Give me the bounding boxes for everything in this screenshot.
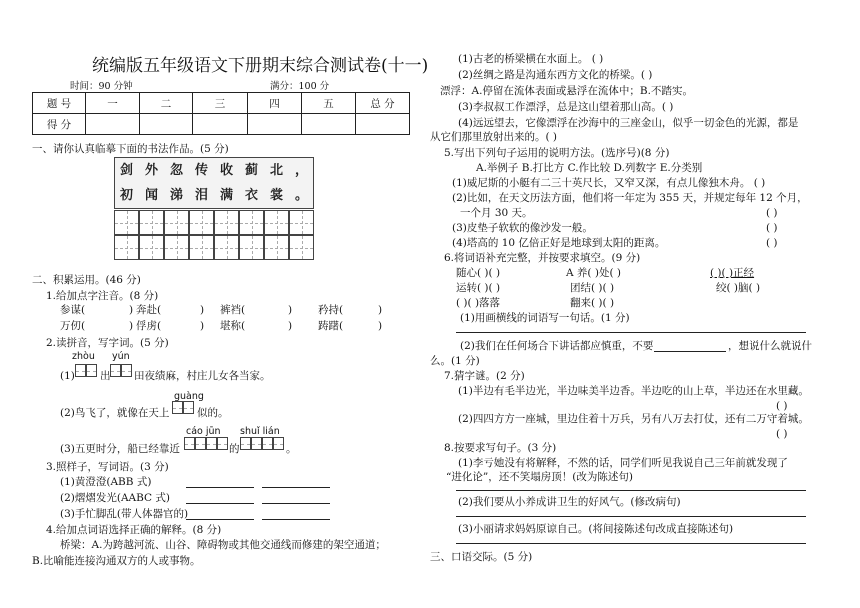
- calligraphy-character: 闻: [144, 188, 158, 203]
- score-table-cell: 五: [302, 93, 356, 114]
- pinyin-answer-slot[interactable]: ): [200, 304, 205, 316]
- calligraphy-character: 北: [269, 163, 283, 178]
- pinyin-label: yún: [112, 351, 130, 362]
- section-3-heading: 三、口语交际。(5 分): [430, 551, 533, 563]
- idiom-blank[interactable]: ( )( )落落: [456, 297, 501, 309]
- calligraphy-character: 涕: [169, 188, 183, 203]
- pinyin-word: 万仞(: [60, 320, 86, 332]
- practice-grid-cell[interactable]: [189, 235, 214, 260]
- practice-grid-cell[interactable]: [114, 235, 139, 260]
- text-line: (3)李叔叔工作漂浮，总是这山望着那山高。( ): [458, 101, 674, 113]
- text-line: (1)威尼斯的小艇有二三十英尺长，又窄又深，有点儿像独木舟。 ( ): [452, 177, 766, 189]
- sentence-text: 田夜绩麻，村庄儿女各当家。: [134, 370, 271, 382]
- riddle-text: (1)半边有毛半边光，半边味美半边香。半边吃的山上草，半边还在水里藏。: [458, 385, 809, 397]
- answer-line[interactable]: [456, 490, 806, 491]
- practice-grid-cell[interactable]: [139, 235, 164, 260]
- score-table-cell: 题 号: [33, 93, 86, 114]
- sentence-text: 出: [100, 370, 111, 382]
- calligraphy-character: 初: [119, 188, 133, 203]
- question-5-heading: 5.写出下列句子运用的说明方法。(选序号)(8 分): [444, 147, 670, 159]
- sentence-text: 。: [286, 443, 297, 455]
- question-8-heading: 8.按要求写句子。(3 分): [444, 442, 557, 454]
- char-write-box[interactable]: [206, 437, 217, 450]
- text-line: (2)丝绸之路是沟通东西方文化的桥梁。( ): [458, 69, 653, 81]
- practice-grid-cell[interactable]: [289, 210, 314, 235]
- score-input-cell[interactable]: [356, 114, 410, 135]
- pinyin-word: 堪称(: [220, 320, 246, 332]
- question-4-heading: 4.给加点词语选择正确的解释。(8 分): [46, 524, 222, 536]
- text-line: (2)比如，在天文历法方面，他们将一年定为 355 天，并规定每年 12 个月，: [452, 192, 808, 204]
- idiom-blank[interactable]: A 养( )处( ): [566, 267, 621, 279]
- practice-grid-cell[interactable]: [214, 235, 239, 260]
- question-1-heading: 1.给加点字注音。(8 分): [46, 290, 159, 302]
- score-table-cell: 二: [140, 93, 193, 114]
- answer-slot[interactable]: ( ): [776, 400, 788, 412]
- score-input-cell[interactable]: [193, 114, 248, 135]
- question-2-heading: 2.读拼音，写字词。(5 分): [46, 337, 169, 349]
- pinyin-answer-slot[interactable]: ): [288, 320, 293, 332]
- score-table-cell: 得 分: [33, 114, 86, 135]
- answer-line[interactable]: [262, 519, 330, 520]
- sentence-text: (3)五更时分，船已经靠近: [60, 443, 180, 455]
- pinyin-label: cáo jūn: [186, 426, 221, 437]
- answer-slot[interactable]: ( ): [776, 428, 788, 440]
- sentence-text: (2)鸟飞了，就像在天上: [60, 407, 170, 419]
- calligraphy-character: 泪: [194, 188, 208, 203]
- pinyin-word: 俘虏(: [136, 320, 162, 332]
- answer-line[interactable]: [456, 332, 806, 333]
- pinyin-word: 踌躇(: [318, 320, 344, 332]
- text-line: 么。(1 分): [430, 355, 480, 367]
- pinyin-word: 奔赴(: [136, 304, 162, 316]
- char-write-box[interactable]: [86, 364, 97, 377]
- answer-line[interactable]: [456, 516, 806, 517]
- options-line: A.举例子 B.打比方 C.作比较 D.列数字 E.分类别: [476, 162, 703, 174]
- word-prompt: (1)黄澄澄(ABB 式): [60, 476, 152, 488]
- idiom-blank-underlined[interactable]: ( )( )正经: [710, 267, 755, 279]
- calligraphy-character: 剑: [119, 163, 133, 178]
- char-write-box[interactable]: [262, 437, 273, 450]
- calligraphy-character: 。: [294, 188, 308, 203]
- text-line: (3)皮垫子软软的像沙发一般。: [452, 222, 593, 234]
- practice-grid-cell[interactable]: [264, 210, 289, 235]
- pinyin-answer-slot[interactable]: ): [288, 304, 293, 316]
- practice-grid-cell[interactable]: [289, 235, 314, 260]
- pinyin-label: zhòu: [72, 351, 95, 362]
- idiom-blank[interactable]: 随心( )( ): [456, 267, 501, 279]
- pinyin-word: 裤裆(: [220, 304, 246, 316]
- answer-slot[interactable]: ( ): [766, 222, 778, 234]
- calligraphy-character: 满: [219, 188, 233, 203]
- text-line: (1)李亏她没有将解释，不然的话，同学们听见我说自己三年前就发现了: [458, 457, 788, 469]
- idiom-blank[interactable]: 绞( )脑( ): [716, 282, 761, 294]
- pinyin-answer-slot[interactable]: ): [200, 320, 205, 332]
- calligraphy-character: 衣: [244, 188, 258, 203]
- text-line: 一个月 30 天。: [460, 207, 533, 219]
- char-write-box[interactable]: [217, 437, 228, 450]
- answer-slot[interactable]: ( ): [766, 237, 778, 249]
- score-input-cell[interactable]: [140, 114, 193, 135]
- answer-line[interactable]: [456, 543, 806, 544]
- sentence-text: 的: [229, 443, 240, 455]
- answer-line[interactable]: [186, 519, 254, 520]
- char-write-box[interactable]: [273, 437, 284, 450]
- text-line: “进化论”，还不笑塌房顶！(改为陈述句): [446, 471, 633, 483]
- page-title: 统编版五年级语文下册期末综合测试卷(十一): [92, 56, 429, 76]
- text-line: 从它们那里放射出来的。( ): [430, 131, 558, 143]
- char-write-box[interactable]: [184, 437, 195, 450]
- text-line: (4)塔高的 10 亿倍正好是地球到太阳的距离。: [452, 237, 666, 249]
- definition-text: B.比喻能连接沟通双方的人或事物。: [32, 555, 201, 567]
- calligraphy-character: 蓟: [244, 163, 258, 178]
- score-input-cell[interactable]: [86, 114, 140, 135]
- answer-line[interactable]: [186, 503, 254, 504]
- practice-grid-cell[interactable]: [189, 210, 214, 235]
- idiom-blank[interactable]: 运转( )( ): [456, 282, 501, 294]
- text-line: (2)我们要从小养成讲卫生的好风气。(修改病句): [458, 496, 681, 508]
- question-6-heading: 6.将词语补充完整，并按要求填空。(9 分): [444, 252, 641, 264]
- sentence-text: 似的。: [197, 407, 229, 419]
- char-write-box[interactable]: [110, 364, 121, 377]
- idiom-blank[interactable]: 翻来( )( ): [570, 297, 615, 309]
- char-write-box[interactable]: [75, 364, 86, 377]
- score-table-cell: 四: [248, 93, 302, 114]
- question-7-heading: 7.猜字谜。(2 分): [444, 370, 525, 382]
- calligraphy-character: 收: [219, 163, 233, 178]
- char-write-box[interactable]: [183, 401, 194, 414]
- score-input-cell[interactable]: [302, 114, 356, 135]
- riddle-text: (2)四四方方一座城，里边住着十万兵，另有八万去打仗，还有二万守着城。: [458, 413, 809, 425]
- char-write-box[interactable]: [172, 401, 183, 414]
- answer-line[interactable]: [186, 487, 254, 488]
- calligraphy-character: ，: [294, 163, 308, 178]
- word-prompt: (2)熠熠发光(AABC 式): [60, 492, 171, 504]
- practice-grid-cell[interactable]: [239, 235, 264, 260]
- char-write-box[interactable]: [240, 437, 251, 450]
- text-line: (4)远远望去，它像漂浮在沙海中的三座金山，似乎一切金色的光源，都是: [458, 117, 799, 129]
- section-1-heading: 一、请你认真临摹下面的书法作品。(5 分): [32, 143, 229, 155]
- pinyin-label: guàng: [174, 391, 204, 402]
- text-line: ，想说什么就说什: [728, 340, 812, 352]
- word-prompt: (3)手忙脚乱(带人体器官的): [60, 508, 189, 520]
- text-line: (2)我们在任何场合下讲话都应慎重，不要: [460, 340, 654, 352]
- definition-text: 桥梁：A.为跨越河流、山谷、障碍物或其他交通线而修建的架空通道；: [60, 539, 386, 551]
- pinyin-answer-slot[interactable]: ): [129, 304, 134, 316]
- practice-grid-cell[interactable]: [264, 235, 289, 260]
- practice-grid-cell[interactable]: [164, 235, 189, 260]
- calligraphy-character: 外: [144, 163, 158, 178]
- calligraphy-grid: [114, 157, 314, 262]
- score-table: [32, 92, 410, 135]
- text-line: (1)用画横线的词语写一句话。(1 分): [460, 312, 630, 324]
- pinyin-answer-slot[interactable]: ): [378, 320, 383, 332]
- practice-grid-cell[interactable]: [239, 210, 264, 235]
- char-write-box[interactable]: [251, 437, 262, 450]
- score-input-cell[interactable]: [248, 114, 302, 135]
- section-2-heading: 二、积累运用。(46 分): [32, 274, 141, 286]
- idiom-blank[interactable]: 团结( )( ): [570, 282, 615, 294]
- practice-grid-cell[interactable]: [139, 210, 164, 235]
- score-table-score-row: [33, 114, 410, 135]
- practice-grid-cell[interactable]: [214, 210, 239, 235]
- pinyin-answer-slot[interactable]: ): [129, 320, 134, 332]
- exam-time: 时间：90 分钟: [70, 81, 133, 92]
- definition-text: 漂浮：A.停留在流体表面或悬浮在流体中；B.不踏实。: [440, 85, 693, 97]
- answer-line[interactable]: [262, 487, 330, 488]
- practice-grid-cell[interactable]: [114, 210, 139, 235]
- pinyin-word: 参谋(: [60, 304, 86, 316]
- pinyin-word: 矜持(: [318, 304, 344, 316]
- char-write-box[interactable]: [195, 437, 206, 450]
- calligraphy-character: 传: [194, 163, 208, 178]
- text-line: (1)古老的桥梁横在水面上。 ( ): [458, 53, 604, 65]
- calligraphy-character: 忽: [169, 163, 183, 178]
- text-line: (3)小丽请求妈妈原谅自己。(将间接陈述句改成直接陈述句): [458, 523, 734, 535]
- pinyin-label: shuǐ lián: [240, 426, 280, 437]
- score-table-cell: 三: [193, 93, 248, 114]
- score-table-cell: 总 分: [356, 93, 410, 114]
- answer-line[interactable]: [654, 351, 726, 352]
- exam-full-score: 满分：100 分: [270, 81, 330, 92]
- question-3-heading: 3.照样子，写词语。(3 分): [46, 461, 169, 473]
- calligraphy-character: 裳: [269, 188, 283, 203]
- item-number: (1): [60, 370, 75, 382]
- score-table-header-row: [33, 93, 410, 114]
- practice-grid-cell[interactable]: [164, 210, 189, 235]
- char-write-box[interactable]: [121, 364, 132, 377]
- answer-line[interactable]: [262, 503, 330, 504]
- answer-slot[interactable]: ( ): [766, 207, 778, 219]
- score-table-cell: 一: [86, 93, 140, 114]
- pinyin-answer-slot[interactable]: ): [378, 304, 383, 316]
